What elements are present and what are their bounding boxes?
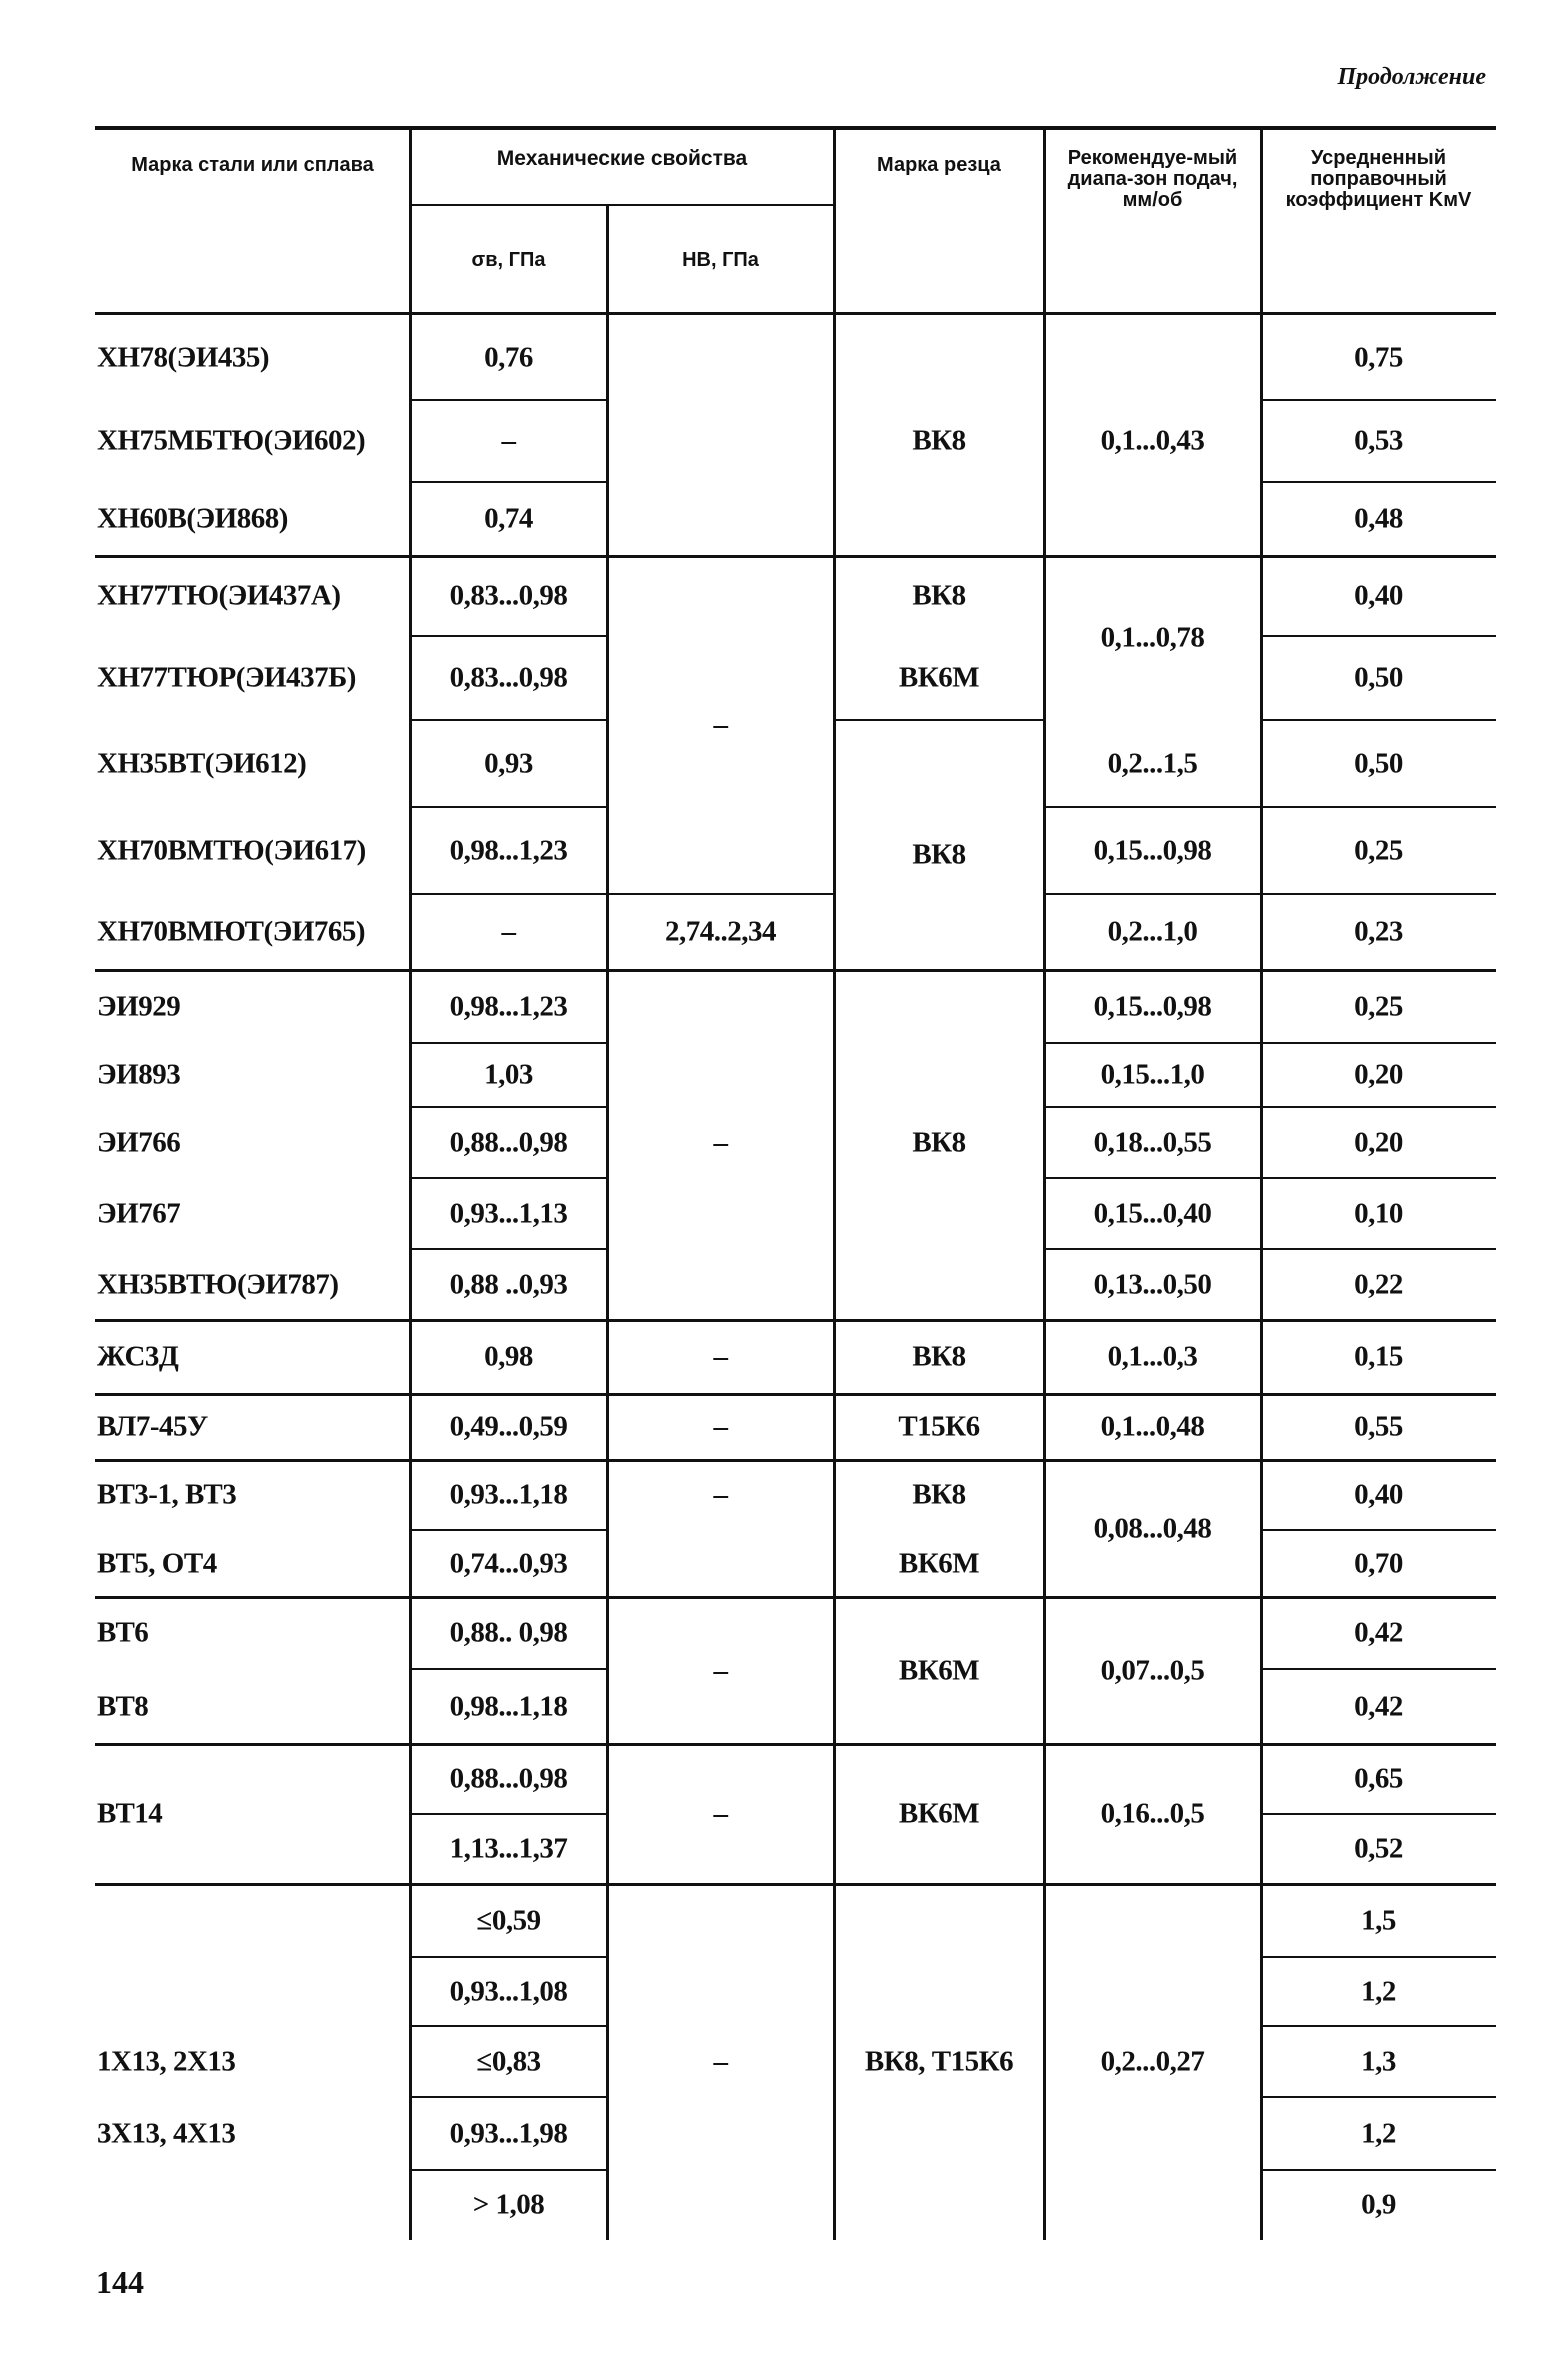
steel-grade-cell: ХН35ВТ(ЭИ612) [97, 747, 307, 779]
coef-row-line [1261, 635, 1496, 637]
coef-row-line [1261, 1529, 1496, 1531]
tensile-strength-cell: 0,98...1,23 [449, 990, 568, 1022]
feed-range-cell: 0,15...1,0 [1100, 1058, 1205, 1091]
sigma-row-line [410, 1177, 607, 1179]
correction-coefficient-cell: 1,3 [1361, 2045, 1396, 2077]
sigma-row-line [410, 399, 607, 401]
tensile-strength-cell: 0,74 [484, 502, 533, 535]
group-separator [95, 1596, 1496, 1599]
mech-props-underline [410, 204, 834, 206]
tensile-strength-cell: 0,88 ..0,93 [449, 1268, 568, 1300]
hardness-cell: 2,74..2,34 [665, 915, 776, 948]
correction-coefficient-cell: 0,40 [1354, 1478, 1403, 1511]
feed-range-cell: 0,15...0,98 [1093, 990, 1212, 1022]
steel-grade-cell: ХН35ВТЮ(ЭИ787) [97, 1268, 339, 1300]
steel-grade-cell: ХН78(ЭИ435) [97, 341, 270, 373]
correction-coefficient-cell: 0,23 [1354, 915, 1403, 948]
tool-grade-cell: ВК8 [912, 424, 966, 457]
feed-range-cell: 0,1...0,43 [1100, 424, 1205, 457]
tensile-strength-cell: 1,03 [484, 1058, 533, 1091]
correction-coefficient-cell: 0,70 [1354, 1547, 1403, 1579]
header-feed-range: Рекомендуе-мый диапа-зон подач, мм/об [1067, 147, 1238, 211]
tool-grade-cell: Т15К6 [898, 1410, 980, 1443]
tensile-strength-cell: 0,98 [484, 1340, 533, 1373]
tensile-strength-cell: 0,76 [484, 341, 533, 373]
column-rule [1260, 128, 1263, 315]
tensile-strength-cell: 1,13...1,37 [449, 1832, 568, 1865]
header-correction-coefficient: Усредненный поправочный коэффициент KмV [1285, 147, 1472, 211]
column-rule [1043, 128, 1046, 315]
steel-grade-cell: ВЛ7-45У [97, 1410, 208, 1443]
steel-grade-cell: ХН70ВМТЮ(ЭИ617) [97, 834, 366, 866]
tensile-strength-cell: 0,83...0,98 [449, 661, 568, 694]
tool-grade-cell: ВК6М [898, 1547, 980, 1579]
sigma-row-line [410, 1668, 607, 1670]
sigma-row-line [410, 2025, 607, 2027]
steel-grade-cell: ВТ5, ОТ4 [97, 1547, 217, 1579]
tensile-strength-cell: ≤0,83 [476, 2045, 541, 2077]
feed-range-cell: 0,2...1,5 [1107, 747, 1198, 779]
sigma-row-line [410, 1956, 607, 1958]
steel-grade-cell: ХН60В(ЭИ868) [97, 502, 288, 535]
hardness-cell: – [713, 1478, 728, 1511]
feed-row-line [1044, 1177, 1261, 1179]
continuation-label: Продолжение [1337, 64, 1486, 90]
group-separator [95, 1393, 1496, 1396]
steel-grade-cell: ЭИ766 [97, 1126, 181, 1158]
feed-range-cell: 0,1...0,48 [1100, 1410, 1205, 1443]
tensile-strength-cell: > 1,08 [472, 2188, 545, 2221]
tool-grade-cell: ВК8 [912, 579, 966, 612]
tensile-strength-cell: ≤0,59 [476, 1904, 541, 1936]
feed-row-line [1044, 806, 1261, 808]
feed-range-cell: 0,1...0,3 [1107, 1340, 1198, 1373]
feed-range-cell: 0,16...0,5 [1100, 1797, 1205, 1830]
correction-coefficient-cell: 0,42 [1354, 1690, 1403, 1722]
tensile-strength-cell: 0,88.. 0,98 [449, 1616, 568, 1649]
header-tool-grade: Марка резца [877, 154, 1001, 176]
tensile-strength-cell: 0,98...1,18 [449, 1690, 568, 1722]
feed-row-line [1044, 1106, 1261, 1108]
feed-range-cell: 0,13...0,50 [1093, 1268, 1212, 1300]
tensile-strength-cell: 0,74...0,93 [449, 1547, 568, 1579]
tool-grade-cell: ВК8 [912, 1478, 966, 1511]
group-separator [95, 1319, 1496, 1322]
group-separator [95, 969, 1496, 972]
tool-row-line [834, 719, 1044, 721]
correction-coefficient-cell: 0,52 [1354, 1832, 1403, 1865]
tensile-strength-cell: 0,88...0,98 [449, 1126, 568, 1158]
steel-grade-cell: ХН77ТЮ(ЭИ437А) [97, 579, 341, 612]
correction-coefficient-cell: 0,25 [1354, 834, 1403, 866]
steel-grade-cell: ЖС3Д [97, 1340, 179, 1373]
steel-grade-cell: 3Х13, 4Х13 [97, 2117, 236, 2149]
steel-grade-cell: ВТ3-1, ВТ3 [97, 1478, 237, 1511]
tensile-strength-cell: – [501, 424, 516, 457]
header-bottom-rule [95, 312, 1496, 315]
coef-row-line [1261, 2025, 1496, 2027]
correction-coefficient-cell: 0,10 [1354, 1197, 1403, 1229]
correction-coefficient-cell: 0,22 [1354, 1268, 1403, 1300]
coef-row-line [1261, 1248, 1496, 1250]
group-separator [95, 1459, 1496, 1462]
coef-row-line [1261, 893, 1496, 895]
sigma-row-line [410, 806, 607, 808]
tensile-strength-cell: 0,93...1,18 [449, 1478, 568, 1511]
sigma-row-line [410, 719, 607, 721]
sigma-row-line [410, 635, 607, 637]
tool-grade-cell: ВК6М [898, 661, 980, 694]
correction-coefficient-cell: 0,55 [1354, 1410, 1403, 1443]
hardness-cell: – [713, 708, 728, 741]
tensile-strength-cell: 0,93...1,08 [449, 1975, 568, 2007]
steel-grade-cell: ВТ14 [97, 1797, 163, 1830]
correction-coefficient-cell: 1,2 [1361, 1975, 1396, 2007]
correction-coefficient-cell: 1,2 [1361, 2117, 1396, 2149]
column-rule [833, 315, 836, 2240]
sigma-row-line [410, 1248, 607, 1250]
coef-row-line [1261, 806, 1496, 808]
feed-range-cell: 0,15...0,98 [1093, 834, 1212, 866]
steel-grade-cell: ВТ8 [97, 1690, 149, 1722]
steel-grade-cell: ХН75МБТЮ(ЭИ602) [97, 424, 366, 457]
group-separator [95, 555, 1496, 558]
tensile-strength-cell: 0,93...1,98 [449, 2117, 568, 2149]
column-rule [1260, 315, 1263, 2240]
page-number: 144 [96, 2264, 144, 2300]
sigma-row-line [410, 1813, 607, 1815]
correction-coefficient-cell: 0,9 [1361, 2188, 1396, 2221]
sigma-row-line [410, 2169, 607, 2171]
hardness-cell: – [713, 1797, 728, 1830]
tensile-strength-cell: – [501, 915, 516, 948]
sigma-row-line [410, 2096, 607, 2098]
feed-row-line [1044, 1042, 1261, 1044]
steel-grade-cell: ХН77ТЮР(ЭИ437Б) [97, 661, 356, 694]
feed-range-cell: 0,18...0,55 [1093, 1126, 1212, 1158]
feed-range-cell: 0,07...0,5 [1100, 1654, 1205, 1686]
correction-coefficient-cell: 0,50 [1354, 661, 1403, 694]
correction-coefficient-cell: 1,5 [1361, 1904, 1396, 1936]
hardness-cell: – [713, 2045, 728, 2077]
hardness-cell: – [713, 1410, 728, 1443]
correction-coefficient-cell: 0,42 [1354, 1616, 1403, 1649]
steel-grade-cell: 1Х13, 2Х13 [97, 2045, 236, 2077]
column-rule [606, 315, 609, 2240]
feed-range-cell: 0,2...1,0 [1107, 915, 1198, 948]
tool-grade-cell: ВК8 [912, 1340, 966, 1373]
coef-row-line [1261, 1177, 1496, 1179]
tool-grade-cell: ВК8 [912, 1126, 966, 1158]
coef-row-line [1261, 1106, 1496, 1108]
tensile-strength-cell: 0,83...0,98 [449, 579, 568, 612]
steel-grade-cell: ЭИ929 [97, 990, 181, 1022]
tensile-strength-cell: 0,93...1,13 [449, 1197, 568, 1229]
coef-row-line [1261, 1668, 1496, 1670]
header-hardness: НВ, ГПа [682, 249, 759, 271]
sigma-row-line [410, 893, 607, 895]
coef-row-line [1261, 1956, 1496, 1958]
header-top-rule [95, 126, 1496, 130]
coef-row-line [1261, 481, 1496, 483]
correction-coefficient-cell: 0,75 [1354, 341, 1403, 373]
coef-row-line [1261, 2169, 1496, 2171]
header-steel-grade: Марка стали или сплава [131, 154, 374, 176]
correction-coefficient-cell: 0,65 [1354, 1762, 1403, 1795]
group-separator [95, 1883, 1496, 1886]
steel-grade-cell: ВТ6 [97, 1616, 149, 1649]
feed-range-cell: 0,08...0,48 [1093, 1512, 1212, 1544]
feed-range-cell: 0,2...0,27 [1100, 2045, 1205, 2077]
coef-row-line [1261, 399, 1496, 401]
tool-grade-cell: ВК8, Т15К6 [864, 2045, 1014, 2077]
correction-coefficient-cell: 0,53 [1354, 424, 1403, 457]
correction-coefficient-cell: 0,48 [1354, 502, 1403, 535]
sigma-row-line [410, 1042, 607, 1044]
header-mechanical-properties: Механические свойства [496, 147, 748, 170]
hardness-cell: – [713, 1126, 728, 1158]
hb-row-line [607, 893, 834, 895]
tensile-strength-cell: 0,93 [484, 747, 533, 779]
tensile-strength-cell: 0,49...0,59 [449, 1410, 568, 1443]
feed-range-cell: 0,1...0,78 [1100, 621, 1205, 654]
tool-grade-cell: ВК8 [912, 838, 966, 871]
tool-grade-cell: ВК6М [898, 1797, 980, 1830]
coef-row-line [1261, 1813, 1496, 1815]
steel-grade-cell: ЭИ893 [97, 1058, 181, 1091]
feed-row-line [1044, 893, 1261, 895]
tensile-strength-cell: 0,98...1,23 [449, 834, 568, 866]
tensile-strength-cell: 0,88...0,98 [449, 1762, 568, 1795]
sigma-row-line [410, 1529, 607, 1531]
header-tensile-strength: σв, ГПа [471, 249, 546, 271]
steel-grade-cell: ХН70ВМЮТ(ЭИ765) [97, 915, 366, 948]
hardness-cell: – [713, 1654, 728, 1686]
coef-row-line [1261, 719, 1496, 721]
correction-coefficient-cell: 0,20 [1354, 1058, 1403, 1091]
feed-range-cell: 0,15...0,40 [1093, 1197, 1212, 1229]
feed-row-line [1044, 1248, 1261, 1250]
correction-coefficient-cell: 0,50 [1354, 747, 1403, 779]
hardness-cell: – [713, 1340, 728, 1373]
column-rule [1043, 315, 1046, 2240]
correction-coefficient-cell: 0,20 [1354, 1126, 1403, 1158]
coef-row-line [1261, 2096, 1496, 2098]
coef-row-line [1261, 1042, 1496, 1044]
sigma-row-line [410, 481, 607, 483]
tool-grade-cell: ВК6М [898, 1654, 980, 1686]
column-rule [409, 315, 412, 2240]
sigma-row-line [410, 1106, 607, 1108]
correction-coefficient-cell: 0,15 [1354, 1340, 1403, 1373]
correction-coefficient-cell: 0,40 [1354, 579, 1403, 612]
correction-coefficient-cell: 0,25 [1354, 990, 1403, 1022]
steel-grade-cell: ЭИ767 [97, 1197, 181, 1229]
group-separator [95, 1743, 1496, 1746]
